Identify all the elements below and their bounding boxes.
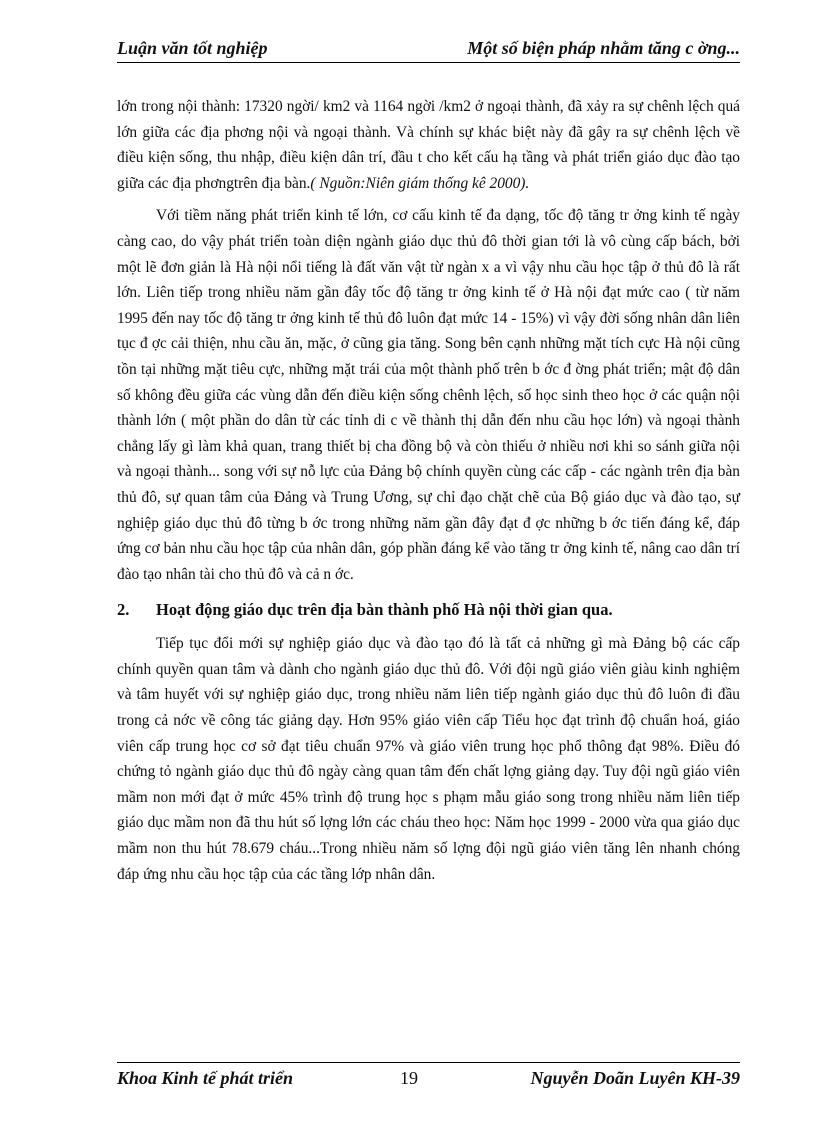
page-footer: [117, 1068, 740, 1092]
header-right: Một số biện pháp nhằm tăng c ờng...: [467, 38, 740, 58]
paragraph-3: Tiếp tục đổi mới sự nghiệp giáo dục và đào tạo đó là tất cả những gì mà Đảng bộ các cấp chính quyền quan tâm và dành cho ngành giáo dục thủ đô. Với đội ngũ giáo viên giàu kinh nghiệm và tâm huyết với sự nghiệp giáo dục, trong nhiều năm liên tiếp ngành giáo dục thủ đô luôn đi đầu trong cả nớc về công tác giảng dạy. Hơn 95% giáo viên cấp Tiểu học đạt trình độ chuẩn hoá, giáo viên cấp trung học cơ sở đạt tiêu chuẩn 97% và giáo viên trung học phổ thông đạt 98%. Điều đó chứng tỏ ngành giáo dục thủ đô ngày càng quan tâm đến chất lợng giảng dạy. Tuy đội ngũ giáo viên mầm non mới đạt ở mức 45% trình độ trung học s phạm mẫu giáo song trong nhiều năm liên tiếp giáo dục mầm non đã thu hút số lợng lớn các cháu theo học: Năm học 1999 - 2000 vừa qua giáo dục mầm non thu hút 78.679 cháu...Trong nhiều năm số lợng đội ngũ giáo viên tăng lên nhanh chóng đáp ứng nhu cầu học tập của các tầng lớp nhân dân.: [117, 635, 740, 883]
document-body: [117, 94, 740, 887]
footer-right: Nguyễn Doãn Luyên KH-39: [530, 1068, 740, 1088]
footer-divider: [117, 1062, 740, 1063]
section-heading: [117, 597, 740, 623]
section-title: Hoạt động giáo dục trên địa bàn thành phố Hà nội thời gian qua.: [156, 600, 613, 620]
paragraph-1: [117, 94, 740, 196]
header-left: Luận văn tốt nghiệp: [117, 38, 268, 58]
section-number: 2.: [117, 600, 130, 620]
paragraph-1-text: lớn trong nội thành: 17320 ngời/ km2 và 1164 ngời /km2 ở ngoại thành, đã xảy ra sự chênh lệch quá lớn giữa các địa phơng nội và ngoại thành. Và chính sự khác biệt này đã gây ra sự chênh lệch về điều kiện sống, thu nhập, điều kiện dân trí, đầu t cho kết cấu hạ tầng và phát triển giáo dục đào tạo giữa các địa phơngtrên địa bàn.: [117, 98, 740, 192]
source-citation: ( Nguồn:Niên giám thống kê 2000).: [310, 174, 530, 192]
footer-left: Khoa Kinh tế phát triển: [117, 1068, 294, 1088]
page-header: [117, 38, 740, 63]
page-number: 19: [400, 1068, 418, 1088]
paragraph-2: Với tiềm năng phát triển kinh tế lớn, cơ cấu kinh tế đa dạng, tốc độ tăng tr ởng kinh tế ngày càng cao, do vậy phát triển toàn diện ngành giáo dục thủ đô thời gian tới là vô cùng cấp bách, bởi một lẽ đơn giản là Hà nội nổi tiếng là đất văn vật từ ngàn x a vì vậy nhu cầu học tập ở thủ đô là rất lớn. Liên tiếp trong nhiều năm gần đây tốc độ tăng tr ởng kinh tế ở Hà nội đạt mức cao ( từ năm 1995 đến nay tốc độ tăng tr ởng kinh tế thủ đô luôn đạt mức 14 - 15%) vì vậy đời sống nhân dân liên tục đ ợc cải thiện, nhu cầu ăn, mặc, ở cũng gia tăng. Song bên cạnh những mặt tích cực Hà nội cũng tồn tại những mặt tiêu cực, những mặt trái của một thành phố trên b ớc đ ờng phát triển; mật độ dân số không đều giữa các vùng dẫn đến điều kiện sống chênh lệch, số học sinh theo học ở các quận nội thành lớn ( một phần do dân từ các tỉnh di c về thành thị dẫn đến nhu cầu học lớn) và ngoại thành chẳng lấy gì làm khả quan, trang thiết bị cha đồng bộ và còn thiếu ở nhiều nơi khi so sánh giữa nội và ngoại thành... song với sự nỗ lực của Đảng bộ chính quyền cùng các cấp - các ngành trên địa bàn thủ đô, sự quan tâm của Đảng và Trung Ương, sự chỉ đạo chặt chẽ của Bộ giáo dục và đào tạo, sự nghiệp giáo dục thủ đô từng b ớc trong những năm gần đây đạt đ ợc những b ớc tiến đáng kể, đáp ứng cơ bản nhu cầu học tập của nhân dân, góp phần đáng kể vào tăng tr ởng kinh tế, nâng cao dân trí đào tạo nhân tài cho thủ đô và cả n ớc.: [117, 207, 740, 583]
